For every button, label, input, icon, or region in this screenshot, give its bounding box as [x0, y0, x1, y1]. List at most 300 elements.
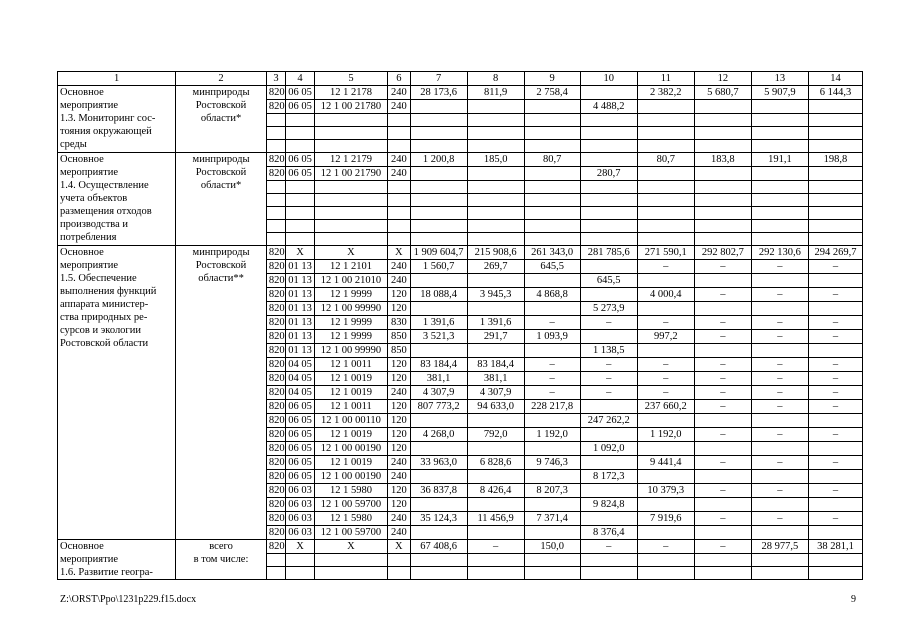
cell-c7: [410, 498, 467, 512]
empty-cell: [286, 554, 315, 567]
empty-cell: [388, 114, 410, 127]
cell-c6: 240: [388, 274, 410, 288]
cell-c8: 185,0: [467, 153, 524, 167]
cell-c3: 820: [266, 386, 285, 400]
cell-c12: –: [694, 512, 751, 526]
cell-c14: [808, 167, 862, 181]
empty-cell: [580, 220, 637, 233]
cell-c14: [808, 414, 862, 428]
empty-cell: [524, 127, 580, 140]
empty-cell: [286, 220, 315, 233]
cell-c4: 04 05: [286, 386, 315, 400]
cell-c3: 820: [266, 330, 285, 344]
cell-c10: [580, 288, 637, 302]
cell-c3: 820: [266, 428, 285, 442]
cell-c14: [808, 526, 862, 540]
activity-line: мероприятие: [60, 167, 118, 178]
cell-c5: 12 1 0019: [314, 386, 387, 400]
cell-c11: [637, 344, 694, 358]
cell-c5: 12 1 00 99990: [314, 344, 387, 358]
cell-c13: –: [751, 386, 808, 400]
cell-c6: X: [388, 540, 410, 554]
empty-cell: [694, 233, 751, 246]
cell-c10: 4 488,2: [580, 100, 637, 114]
cell-c11: [637, 498, 694, 512]
cell-c13: [751, 414, 808, 428]
executor-line: области*: [200, 113, 242, 124]
cell-c5: 12 1 5980: [314, 512, 387, 526]
empty-cell: [524, 207, 580, 220]
executor-cell: [176, 86, 267, 153]
empty-cell: [388, 567, 410, 580]
cell-c4: 06 05: [286, 456, 315, 470]
cell-c12: 292 802,7: [694, 246, 751, 260]
empty-cell: [467, 233, 524, 246]
cell-c9: 261 343,0: [524, 246, 580, 260]
empty-cell: [467, 181, 524, 194]
cell-c14: [808, 344, 862, 358]
cell-c14: [808, 274, 862, 288]
cell-c11: 7 919,6: [637, 512, 694, 526]
empty-cell: [410, 114, 467, 127]
cell-c14: –: [808, 288, 862, 302]
cell-c6: 120: [388, 400, 410, 414]
cell-c10: –: [580, 316, 637, 330]
cell-c7: [410, 167, 467, 181]
activity-line: мероприятие: [60, 260, 118, 271]
cell-c11: [637, 167, 694, 181]
activity-line: Основное: [60, 154, 104, 165]
cell-c9: [524, 167, 580, 181]
column-header: 9: [524, 72, 580, 86]
empty-cell: [637, 114, 694, 127]
cell-c11: [637, 100, 694, 114]
cell-c6: 240: [388, 386, 410, 400]
cell-c5: X: [314, 540, 387, 554]
cell-c6: 240: [388, 100, 410, 114]
cell-c4: 06 05: [286, 470, 315, 484]
cell-c10: [580, 330, 637, 344]
cell-c14: –: [808, 316, 862, 330]
column-header: 4: [286, 72, 315, 86]
cell-c12: –: [694, 386, 751, 400]
empty-cell: [467, 554, 524, 567]
cell-c5: 12 1 00 00190: [314, 470, 387, 484]
activity-cell: [58, 153, 176, 246]
empty-cell: [467, 207, 524, 220]
cell-c12: –: [694, 456, 751, 470]
cell-c12: –: [694, 428, 751, 442]
activity-line: 1.4. Осуществление: [60, 180, 149, 191]
empty-cell: [808, 233, 862, 246]
executor-line: области*: [200, 180, 242, 191]
cell-c8: [467, 274, 524, 288]
cell-c10: –: [580, 358, 637, 372]
cell-c8: [467, 414, 524, 428]
empty-cell: [808, 554, 862, 567]
activity-line: 1.5. Обеспечение: [60, 273, 137, 284]
cell-c11: –: [637, 540, 694, 554]
cell-c7: [410, 442, 467, 456]
cell-c13: –: [751, 260, 808, 274]
empty-cell: [467, 140, 524, 153]
cell-c13: –: [751, 316, 808, 330]
cell-c12: [694, 274, 751, 288]
empty-cell: [286, 567, 315, 580]
activity-line: ства природных ре-: [60, 312, 148, 323]
cell-c7: 1 391,6: [410, 316, 467, 330]
cell-c12: –: [694, 400, 751, 414]
cell-c9: –: [524, 358, 580, 372]
cell-c14: –: [808, 330, 862, 344]
empty-cell: [467, 127, 524, 140]
empty-cell: [410, 140, 467, 153]
cell-c7: 3 521,3: [410, 330, 467, 344]
cell-c5: 12 1 0011: [314, 400, 387, 414]
empty-cell: [388, 207, 410, 220]
column-header: 13: [751, 72, 808, 86]
activity-line: Ростовской области: [60, 338, 149, 349]
cell-c11: –: [637, 358, 694, 372]
cell-c8: 381,1: [467, 372, 524, 386]
cell-c6: 240: [388, 470, 410, 484]
cell-c13: 292 130,6: [751, 246, 808, 260]
cell-c9: 150,0: [524, 540, 580, 554]
empty-cell: [410, 207, 467, 220]
cell-c10: [580, 484, 637, 498]
cell-c4: 01 13: [286, 274, 315, 288]
cell-c3: 820: [266, 274, 285, 288]
cell-c11: [637, 414, 694, 428]
cell-c8: 1 391,6: [467, 316, 524, 330]
empty-cell: [286, 181, 315, 194]
empty-cell: [266, 114, 285, 127]
cell-c6: 850: [388, 330, 410, 344]
cell-c13: –: [751, 512, 808, 526]
empty-cell: [286, 140, 315, 153]
cell-c7: 35 124,3: [410, 512, 467, 526]
empty-cell: [410, 127, 467, 140]
cell-c4: 06 05: [286, 400, 315, 414]
empty-cell: [467, 194, 524, 207]
cell-c4: 06 03: [286, 484, 315, 498]
cell-c6: 830: [388, 316, 410, 330]
empty-cell: [751, 220, 808, 233]
cell-c9: 1 192,0: [524, 428, 580, 442]
cell-c14: [808, 470, 862, 484]
cell-c8: 215 908,6: [467, 246, 524, 260]
cell-c4: 01 13: [286, 260, 315, 274]
cell-c12: 5 680,7: [694, 86, 751, 100]
executor-line: Ростовской: [195, 100, 247, 111]
cell-c7: [410, 274, 467, 288]
cell-c4: 06 05: [286, 86, 315, 100]
cell-c6: 240: [388, 167, 410, 181]
file-path: Z:\ORST\Ppo\1231p229.f15.docx: [60, 594, 197, 605]
cell-c10: 9 824,8: [580, 498, 637, 512]
cell-c12: –: [694, 288, 751, 302]
cell-c10: 8 172,3: [580, 470, 637, 484]
cell-c13: [751, 167, 808, 181]
cell-c14: 6 144,3: [808, 86, 862, 100]
cell-c4: 06 05: [286, 414, 315, 428]
cell-c11: [637, 526, 694, 540]
cell-c10: 1 092,0: [580, 442, 637, 456]
cell-c7: [410, 100, 467, 114]
column-header: 14: [808, 72, 862, 86]
empty-cell: [808, 140, 862, 153]
empty-cell: [286, 207, 315, 220]
cell-c3: 820: [266, 260, 285, 274]
table-row: [58, 540, 863, 554]
empty-cell: [694, 114, 751, 127]
column-header: 7: [410, 72, 467, 86]
cell-c7: 67 408,6: [410, 540, 467, 554]
activity-line: производства и: [60, 219, 129, 230]
empty-cell: [266, 567, 285, 580]
cell-c3: 820: [266, 246, 285, 260]
empty-cell: [637, 181, 694, 194]
cell-c14: 38 281,1: [808, 540, 862, 554]
cell-c3: 820: [266, 442, 285, 456]
empty-cell: [314, 140, 387, 153]
empty-cell: [410, 554, 467, 567]
cell-c4: 06 05: [286, 153, 315, 167]
cell-c9: 228 217,8: [524, 400, 580, 414]
empty-cell: [580, 181, 637, 194]
cell-c6: 120: [388, 484, 410, 498]
empty-cell: [286, 194, 315, 207]
column-header: 12: [694, 72, 751, 86]
cell-c7: 4 307,9: [410, 386, 467, 400]
cell-c9: 2 758,4: [524, 86, 580, 100]
cell-c3: 820: [266, 316, 285, 330]
activity-line: сурсов и экологии: [60, 325, 141, 336]
cell-c5: 12 1 2179: [314, 153, 387, 167]
cell-c3: 820: [266, 512, 285, 526]
empty-cell: [751, 127, 808, 140]
cell-c9: 7 371,4: [524, 512, 580, 526]
empty-cell: [637, 554, 694, 567]
executor-line: минприроды: [192, 87, 250, 98]
cell-c13: [751, 302, 808, 316]
cell-c12: –: [694, 484, 751, 498]
cell-c10: 645,5: [580, 274, 637, 288]
cell-c4: 04 05: [286, 358, 315, 372]
activity-line: потребления: [60, 232, 117, 243]
cell-c8: [467, 526, 524, 540]
cell-c6: 240: [388, 153, 410, 167]
empty-cell: [580, 207, 637, 220]
cell-c6: 120: [388, 498, 410, 512]
empty-cell: [580, 127, 637, 140]
cell-c13: [751, 470, 808, 484]
cell-c9: 8 207,3: [524, 484, 580, 498]
empty-cell: [751, 181, 808, 194]
cell-c8: 83 184,4: [467, 358, 524, 372]
cell-c14: [808, 302, 862, 316]
cell-c6: 120: [388, 442, 410, 456]
cell-c14: –: [808, 484, 862, 498]
empty-cell: [694, 181, 751, 194]
cell-c9: –: [524, 386, 580, 400]
empty-cell: [410, 233, 467, 246]
activity-line: учета объектов: [60, 193, 128, 204]
cell-c7: 36 837,8: [410, 484, 467, 498]
cell-c4: 06 03: [286, 498, 315, 512]
column-header: 1: [58, 72, 176, 86]
empty-cell: [808, 181, 862, 194]
cell-c5: X: [314, 246, 387, 260]
cell-c8: 94 633,0: [467, 400, 524, 414]
empty-cell: [808, 194, 862, 207]
cell-c4: 01 13: [286, 302, 315, 316]
empty-cell: [580, 114, 637, 127]
cell-c10: –: [580, 540, 637, 554]
cell-c12: –: [694, 358, 751, 372]
cell-c7: 1 909 604,7: [410, 246, 467, 260]
cell-c3: 820: [266, 302, 285, 316]
empty-cell: [694, 220, 751, 233]
cell-c11: 237 660,2: [637, 400, 694, 414]
cell-c10: 280,7: [580, 167, 637, 181]
cell-c7: 18 088,4: [410, 288, 467, 302]
cell-c7: [410, 470, 467, 484]
cell-c7: 33 963,0: [410, 456, 467, 470]
activity-cell: [58, 540, 176, 580]
cell-c7: 83 184,4: [410, 358, 467, 372]
cell-c9: –: [524, 316, 580, 330]
cell-c13: –: [751, 372, 808, 386]
empty-cell: [751, 140, 808, 153]
column-header: 8: [467, 72, 524, 86]
cell-c12: [694, 442, 751, 456]
empty-cell: [808, 127, 862, 140]
activity-line: аппарата министер-: [60, 299, 149, 310]
empty-cell: [524, 114, 580, 127]
cell-c5: 12 1 0019: [314, 456, 387, 470]
cell-c6: 120: [388, 288, 410, 302]
cell-c5: 12 1 0019: [314, 372, 387, 386]
cell-c9: [524, 302, 580, 316]
empty-cell: [637, 194, 694, 207]
cell-c9: [524, 470, 580, 484]
cell-c13: 5 907,9: [751, 86, 808, 100]
cell-c8: 3 945,3: [467, 288, 524, 302]
cell-c5: 12 1 9999: [314, 316, 387, 330]
cell-c3: 820: [266, 456, 285, 470]
activity-line: выполнения функций: [60, 286, 157, 297]
empty-cell: [388, 194, 410, 207]
cell-c13: –: [751, 484, 808, 498]
header-row: [58, 72, 863, 86]
cell-c8: 6 828,6: [467, 456, 524, 470]
cell-c8: [467, 167, 524, 181]
cell-c8: 269,7: [467, 260, 524, 274]
cell-c11: –: [637, 316, 694, 330]
cell-c13: –: [751, 358, 808, 372]
empty-cell: [580, 554, 637, 567]
empty-cell: [314, 567, 387, 580]
empty-cell: [808, 207, 862, 220]
empty-cell: [467, 220, 524, 233]
empty-cell: [388, 233, 410, 246]
empty-cell: [524, 181, 580, 194]
cell-c3: 820: [266, 100, 285, 114]
cell-c12: 183,8: [694, 153, 751, 167]
activity-line: 1.6. Развитие геогра-: [60, 567, 153, 578]
activity-line: среды: [60, 139, 87, 150]
cell-c13: [751, 100, 808, 114]
cell-c7: 807 773,2: [410, 400, 467, 414]
cell-c8: 4 307,9: [467, 386, 524, 400]
cell-c10: [580, 512, 637, 526]
empty-cell: [266, 233, 285, 246]
cell-c8: [467, 344, 524, 358]
empty-cell: [694, 194, 751, 207]
empty-cell: [524, 194, 580, 207]
empty-cell: [751, 567, 808, 580]
empty-cell: [751, 114, 808, 127]
table-row: [58, 86, 863, 100]
empty-cell: [314, 181, 387, 194]
activity-line: Основное: [60, 87, 104, 98]
empty-cell: [637, 567, 694, 580]
cell-c11: 1 192,0: [637, 428, 694, 442]
cell-c3: 820: [266, 526, 285, 540]
empty-cell: [580, 140, 637, 153]
empty-cell: [751, 554, 808, 567]
cell-c9: [524, 274, 580, 288]
cell-c5: 12 1 2178: [314, 86, 387, 100]
cell-c7: [410, 344, 467, 358]
empty-cell: [751, 194, 808, 207]
executor-line: всего: [209, 541, 233, 552]
cell-c12: [694, 470, 751, 484]
cell-c4: 06 05: [286, 167, 315, 181]
empty-cell: [266, 127, 285, 140]
activity-line: мероприятие: [60, 100, 118, 111]
empty-cell: [808, 567, 862, 580]
cell-c7: [410, 526, 467, 540]
cell-c9: [524, 100, 580, 114]
empty-cell: [524, 140, 580, 153]
budget-table: [57, 71, 863, 580]
cell-c5: 12 1 00 21790: [314, 167, 387, 181]
empty-cell: [694, 567, 751, 580]
cell-c10: 281 785,6: [580, 246, 637, 260]
cell-c11: [637, 442, 694, 456]
activity-cell: [58, 86, 176, 153]
cell-c9: [524, 498, 580, 512]
cell-c8: 291,7: [467, 330, 524, 344]
cell-c13: –: [751, 428, 808, 442]
cell-c8: [467, 498, 524, 512]
empty-cell: [580, 567, 637, 580]
cell-c13: –: [751, 400, 808, 414]
cell-c8: [467, 470, 524, 484]
empty-cell: [266, 554, 285, 567]
cell-c3: 820: [266, 153, 285, 167]
cell-c14: [808, 442, 862, 456]
cell-c14: –: [808, 400, 862, 414]
empty-cell: [388, 181, 410, 194]
empty-cell: [694, 207, 751, 220]
empty-cell: [524, 220, 580, 233]
cell-c9: [524, 414, 580, 428]
cell-c14: –: [808, 260, 862, 274]
cell-c10: [580, 456, 637, 470]
